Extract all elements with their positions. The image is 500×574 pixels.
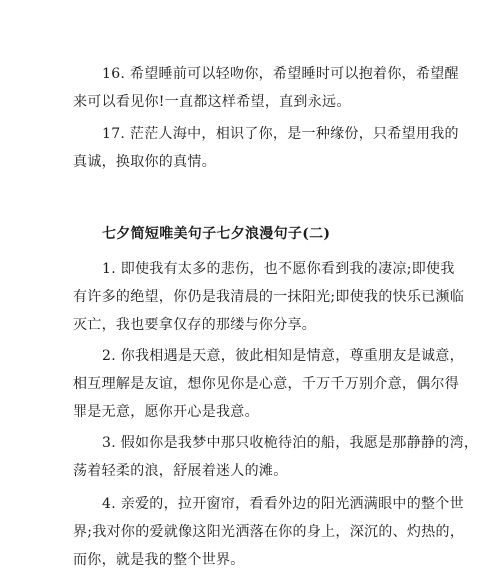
paragraph-line: 3. 假如你是我梦中那只收桅待泊的船，我愿是那静静的湾， (102, 435, 479, 451)
paragraph-item-17 (73, 120, 462, 176)
paragraph-line: 荡着轻柔的浪，舒展着迷人的滩。 (73, 463, 288, 479)
paragraph-item-16 (73, 60, 462, 116)
paragraph-item-2 (73, 342, 464, 426)
paragraph-item-3 (73, 429, 479, 485)
paragraph-line: 1. 即使我有太多的悲伤，也不愿你看到我的凄凉;即使我 (102, 261, 455, 277)
paragraph-item-4 (73, 490, 465, 574)
section-heading: 七夕简短唯美句子七夕浪漫句子(二) (102, 226, 331, 242)
paragraph-line: 来可以看见你!一直都这样希望，直到永远。 (73, 94, 351, 110)
paragraph-line: 灭亡，我也要拿仅存的那缕与你分享。 (73, 317, 317, 333)
paragraph-line: 相互理解是友谊，想你见你是心意，千万千万别介意，偶尔得 (73, 376, 460, 392)
paragraph-line: 4. 亲爱的，拉开窗帘，看看外边的阳光洒满眼中的整个世 (102, 496, 464, 512)
paragraph-line: 17. 茫茫人海中，相识了你，是一种缘份，只希望用我的 (102, 126, 459, 142)
paragraph-line: 而你，就是我的整个世界。 (73, 552, 245, 568)
paragraph-line: 2. 你我相遇是天意，彼此相知是情意，尊重朋友是诚意， (102, 348, 464, 364)
paragraph-item-1 (73, 255, 465, 339)
paragraph-line: 16. 希望睡前可以轻吻你，希望睡时可以抱着你，希望醒 (102, 66, 459, 82)
paragraph-line: 有许多的绝望，你仍是我清晨的一抹阳光;即使我的快乐已濒临 (73, 289, 465, 305)
paragraph-line: 罪是无意，愿你开心是我意。 (73, 404, 259, 420)
paragraph-line: 真诚，换取你的真情。 (73, 154, 216, 170)
paragraph-line: 界;我对你的爱就像这阳光洒落在你的身上，深沉的、灼热的， (73, 524, 465, 540)
